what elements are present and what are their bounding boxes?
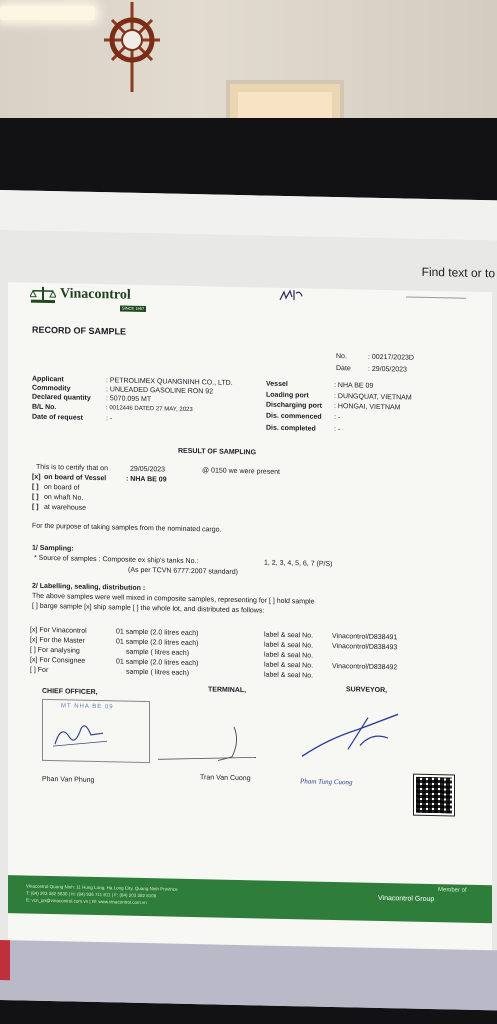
dist-seal-4: Vinacontrol/D838492 — [332, 662, 398, 672]
dist-label-4: label & seal No. — [264, 661, 314, 670]
name-chief-officer: Phan Van Phung — [42, 775, 95, 784]
qr-code-icon — [414, 775, 454, 816]
brand-since: SINCE 1957 — [122, 305, 145, 312]
dist-for-5: [ ] For — [30, 666, 49, 675]
field-label-loading-port: Loading port — [266, 391, 309, 400]
field-value-bl: : 0012446 DATED 27 MAY, 2023 — [106, 405, 193, 414]
brand-name: Vinacontrol — [60, 286, 131, 303]
name-surveyor: Pham Tung Cuong — [300, 777, 353, 787]
footer-phone: T: (84) 203 382 5630 | H: (84) 936 711 811 | F: (84) 203 382 8108 — [26, 890, 157, 899]
role-terminal: TERMINAL, — [208, 686, 247, 695]
dist-sample-5: sample ( litres each) — [126, 668, 190, 677]
surveyor-signature-icon — [298, 708, 408, 766]
date-value: : 29/05/2023 — [368, 365, 407, 374]
ship-stamp-text: MT NHA BE 09 — [61, 703, 114, 711]
location-mark-whaft: [ ] — [32, 493, 39, 501]
find-text-button[interactable]: Find text or to — [421, 264, 495, 281]
no-label: No. — [336, 353, 347, 361]
field-value-loading-port: : DUNGQUAT, VIETNAM — [334, 392, 412, 402]
certify-line: This is to certify that on — [36, 463, 108, 473]
dist-label-3: label & seal No. — [264, 651, 314, 660]
chief-officer-signature-icon — [51, 716, 111, 751]
role-surveyor: SURVEYOR, — [346, 686, 388, 695]
role-chief-officer: CHIEF OFFICER, — [42, 687, 98, 697]
ship-stamp-box — [42, 699, 150, 763]
field-value-commodity: : UNLEADED GASOLINE RON 92 — [106, 386, 213, 396]
record-of-sample-document — [8, 282, 492, 972]
labelling-line2: [ ] barge sample [x] ship sample [ ] the whole lot, and distributed as follows: — [32, 602, 265, 615]
document-footer — [8, 875, 492, 923]
field-value-vessel: : NHA BE 09 — [334, 381, 374, 390]
purpose-text: For the purpose of taking samples from the nominated cargo. — [32, 522, 222, 534]
sampling-title: 1/ Sampling: — [32, 544, 74, 553]
field-value-request-date: : - — [106, 415, 113, 423]
dist-seal-2: Vinacontrol/D838493 — [332, 642, 398, 652]
field-label-discharging-port: Discharging port — [266, 401, 323, 410]
taskbar-red-app-icon[interactable] — [0, 940, 10, 980]
field-label-quantity: Declared quantity — [32, 393, 91, 402]
location-warehouse: at warehouse — [44, 503, 87, 512]
field-value-quantity: : 5070.095 MT — [106, 395, 152, 404]
date-label: Date — [336, 365, 351, 373]
footer-group: Vinacontrol Group — [378, 894, 435, 904]
taskbar — [0, 940, 497, 1010]
location-mark-board: [ ] — [32, 483, 39, 491]
dist-label-5: label & seal No. — [264, 671, 314, 680]
certify-date: 29/05/2023 — [130, 465, 166, 474]
footer-email: E: vcn_qn@vinacontrol.com.vn | W: www.vinacontrol.com.vn — [26, 897, 147, 906]
dist-seal-1: Vinacontrol/D838491 — [332, 632, 398, 642]
field-value-applicant: : PETROLIMEX QUANGNINH CO., LTD. — [106, 377, 233, 387]
dist-for-3: [ ] For analysing — [30, 646, 80, 655]
dist-for-1: [x] For Vinacontrol — [30, 626, 87, 635]
document-title: RECORD OF SAMPLE — [32, 324, 127, 337]
field-label-dis-commenced: Dis. commenced — [266, 412, 322, 421]
location-vessel: on board of Vessel — [44, 473, 107, 483]
field-label-request-date: Date of request — [32, 413, 83, 422]
location-vessel-value: : NHA BE 09 — [126, 475, 167, 484]
handwritten-mark-icon — [278, 288, 304, 303]
field-value-dis-commenced: : - — [334, 413, 341, 422]
sampling-tanks: 1, 2, 3, 4, 5, 6, 7 (P/S) — [264, 559, 333, 568]
dist-label-2: label & seal No. — [264, 641, 314, 650]
dist-sample-1: 01 sample (2.0 litres each) — [116, 628, 199, 638]
labelling-line1: The above samples were well mixed in composite samples, representing for [ ] hold sample — [32, 592, 315, 606]
header-rule — [406, 297, 466, 299]
field-value-dis-completed: : - — [334, 425, 341, 434]
sampling-source: * Source of samples : Composite ex ship's tanks No.: — [34, 554, 199, 566]
location-whaft: on whaft No. — [44, 493, 84, 502]
ceiling-light — [0, 6, 95, 20]
location-mark-warehouse: [ ] — [32, 503, 39, 511]
dist-sample-2: 01 sample (2.0 litres each) — [116, 638, 199, 648]
terminal-signature-icon — [158, 725, 258, 767]
dist-for-4: [x] For Consignee — [30, 656, 86, 665]
location-mark-vessel: [x] — [32, 473, 41, 481]
location-board: on board of — [44, 483, 80, 492]
vinacontrol-logo-icon — [30, 285, 56, 306]
labelling-title: 2/ Labelling, sealing, distribution : — [32, 582, 146, 593]
pdf-viewer-screen — [0, 190, 497, 1010]
field-value-discharging-port: : HONGAI, VIETNAM — [334, 402, 401, 412]
field-label-applicant: Applicant — [32, 375, 64, 384]
ship-wheel-decoration — [100, 2, 164, 92]
field-label-commodity: Commodity — [32, 384, 71, 393]
dist-sample-3: sample ( litres each) — [126, 648, 190, 657]
certify-time: @ 0150 we were present — [202, 467, 280, 476]
field-label-bl: B/L No. — [32, 403, 57, 412]
field-label-dis-completed: Dis. completed — [266, 424, 316, 433]
dist-sample-4: 01 sample (2.0 litres each) — [116, 658, 199, 668]
name-terminal: Tran Van Cuong — [200, 774, 251, 783]
dist-for-2: [x] For the Master — [30, 636, 85, 645]
sampling-standard: (As per TCVN 6777:2007 standard) — [128, 566, 238, 576]
footer-member-of: Member of — [438, 887, 467, 894]
field-label-vessel: Vessel — [266, 380, 288, 389]
dist-label-1: label & seal No. — [264, 631, 314, 640]
no-value: : 00217/2023D — [368, 353, 414, 362]
result-title: RESULT OF SAMPLING — [178, 447, 257, 457]
footer-address: Vinacontrol Quang Ninh: 11 Hung Long, Ha Long City, Quang Ninh Province — [26, 883, 178, 892]
